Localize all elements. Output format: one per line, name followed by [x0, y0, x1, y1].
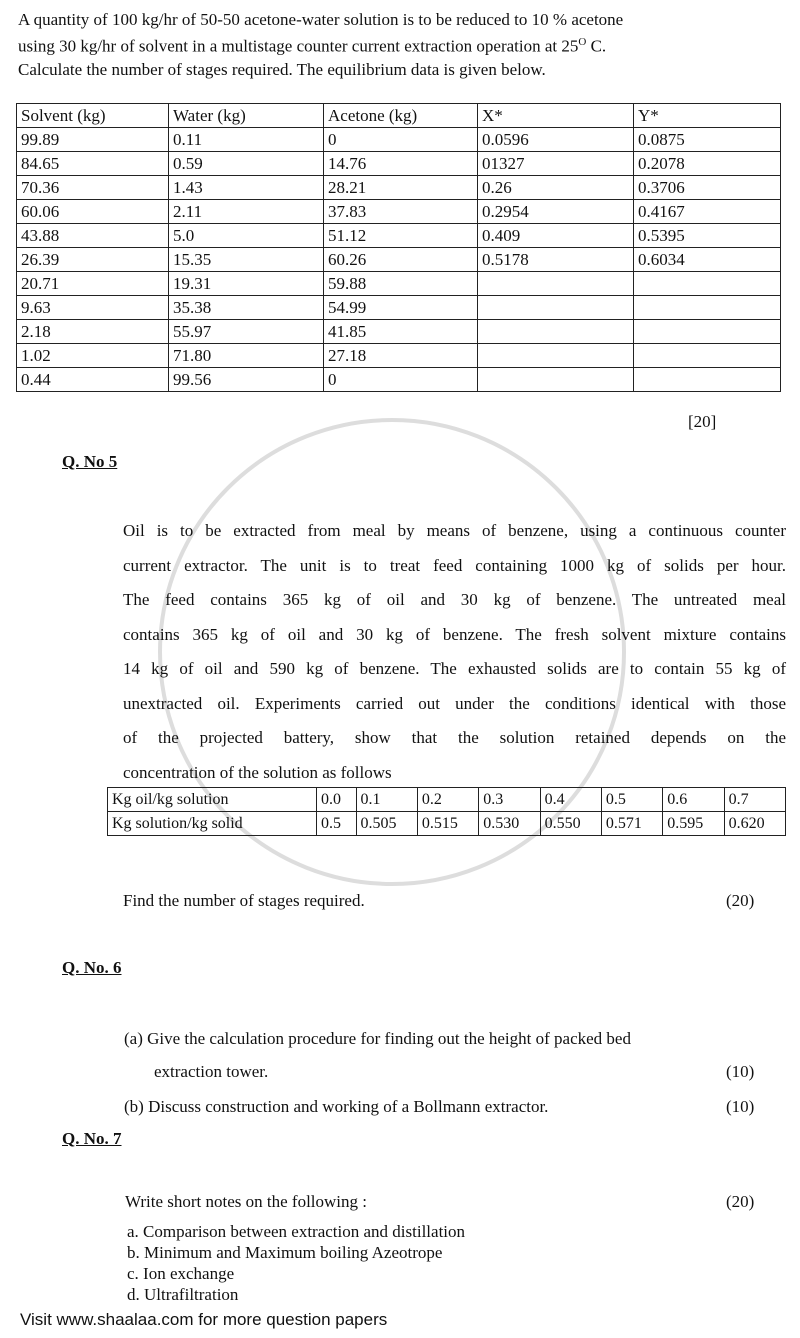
list-item: c. Ion exchange	[127, 1264, 235, 1283]
table-row	[17, 128, 781, 152]
solution-retained-table	[107, 787, 786, 836]
table-row	[17, 368, 781, 392]
question-heading: Q. No. 6	[62, 958, 122, 977]
marks: (20)	[726, 891, 755, 910]
table-cell: 0.5	[601, 788, 662, 812]
table-cell: Kg oil/kg solution	[108, 788, 317, 812]
table-cell: 0.530	[479, 812, 540, 836]
table-cell: Kg solution/kg solid	[108, 812, 317, 836]
table-cell: Acetone (kg)	[324, 104, 478, 128]
table-cell: 35.38	[169, 296, 324, 320]
question-heading: Q. No 5	[62, 452, 118, 471]
table-row	[108, 788, 786, 812]
list-item: d. Ultrafiltration	[127, 1285, 239, 1304]
table-row	[17, 272, 781, 296]
table-cell: 0	[324, 368, 478, 392]
table-cell: 26.39	[17, 248, 169, 272]
table-cell	[634, 272, 781, 296]
table-cell: 41.85	[324, 320, 478, 344]
question-heading: Q. No. 7	[62, 1129, 122, 1148]
table-cell: 0.44	[17, 368, 169, 392]
table-cell	[634, 368, 781, 392]
table-row	[17, 320, 781, 344]
marks: (20)	[726, 1192, 755, 1211]
table-cell: 0.5	[317, 812, 357, 836]
table-cell: 0.4167	[634, 200, 781, 224]
table-cell	[478, 296, 634, 320]
table-cell: 14.76	[324, 152, 478, 176]
table-row	[108, 812, 786, 836]
table-cell: 0.6034	[634, 248, 781, 272]
q6-a2: extraction tower.	[154, 1062, 269, 1081]
table-row	[17, 344, 781, 368]
table-cell: X*	[478, 104, 634, 128]
table-cell	[634, 296, 781, 320]
table-cell: 54.99	[324, 296, 478, 320]
marks: (10)	[726, 1062, 755, 1081]
table-cell: 60.06	[17, 200, 169, 224]
table-row	[17, 296, 781, 320]
table-cell: 0.2954	[478, 200, 634, 224]
table-cell: 43.88	[17, 224, 169, 248]
table-cell: Y*	[634, 104, 781, 128]
table-cell: 0.26	[478, 176, 634, 200]
intro-line: Calculate the number of stages required. The equilibrium data is given below.	[18, 59, 546, 79]
table-row	[17, 104, 781, 128]
table-row	[17, 152, 781, 176]
table-cell: 0.0596	[478, 128, 634, 152]
table-cell: 0.4	[540, 788, 601, 812]
footer-link[interactable]: Visit www.shaalaa.com for more question papers	[20, 1310, 388, 1329]
list-item: a. Comparison between extraction and distillation	[127, 1222, 466, 1241]
table-cell: 37.83	[324, 200, 478, 224]
marks: (10)	[726, 1097, 755, 1116]
table-cell: 5.0	[169, 224, 324, 248]
table-cell: 0.7	[724, 788, 785, 812]
table-cell: 0.620	[724, 812, 785, 836]
table-cell	[634, 320, 781, 344]
table-row	[17, 224, 781, 248]
table-cell: 0.2078	[634, 152, 781, 176]
table-cell: 71.80	[169, 344, 324, 368]
table-cell	[478, 344, 634, 368]
table-cell: 70.36	[17, 176, 169, 200]
table-cell: Solvent (kg)	[17, 104, 169, 128]
intro-line: using 30 kg/hr of solvent in a multistage counter current extraction operation at $25^O$ C.	[18, 36, 607, 56]
q7-intro: Write short notes on the following :	[125, 1192, 368, 1211]
q6-a: (a) Give the calculation procedure for finding out the height of packed bed	[124, 1029, 631, 1048]
q4-intro	[18, 8, 788, 81]
table-cell: 0.5395	[634, 224, 781, 248]
table-cell: 9.63	[17, 296, 169, 320]
q6-b: (b) Discuss construction and working of a Bollmann extractor.	[124, 1097, 549, 1116]
q5-find: Find the number of stages required.	[123, 891, 365, 910]
table-cell	[478, 320, 634, 344]
table-cell: 2.18	[17, 320, 169, 344]
list-item: b. Minimum and Maximum boiling Azeotrope	[127, 1243, 443, 1262]
table-row	[17, 200, 781, 224]
table-cell: 1.43	[169, 176, 324, 200]
table-cell: 0	[324, 128, 478, 152]
marks: [20]	[688, 412, 717, 431]
table-cell: 0.2	[417, 788, 478, 812]
table-cell: 59.88	[324, 272, 478, 296]
table-cell: 19.31	[169, 272, 324, 296]
table-cell: 0.5178	[478, 248, 634, 272]
table-cell: 0.505	[356, 812, 417, 836]
table-cell: 0.0875	[634, 128, 781, 152]
table-cell: 2.11	[169, 200, 324, 224]
table-cell	[478, 368, 634, 392]
q5-text: Oil is to be extracted from meal by means of benzene, using a continuous counter current extractor. The unit is to treat feed containing 1000 kg of solids per hour. The feed contains 365 kg of oil and 30 kg of benzene. The untreated meal contains 365 kg of oil and 30 kg of benzene. The fresh solvent mixture contains 14 kg of oil and 590 kg of benzene. The exhausted solids are to contain 55 kg of unextracted oil. Experiments carried out under the conditions identical with those of the projected battery, show that the solution retained depends on the concentration of the solution as follows	[123, 521, 786, 782]
table-row	[17, 176, 781, 200]
table-cell: 15.35	[169, 248, 324, 272]
intro-line: A quantity of 100 kg/hr of 50-50 acetone-water solution is to be reduced to 10 % acetone	[18, 10, 624, 29]
table-cell: 84.65	[17, 152, 169, 176]
table-cell: 0.3706	[634, 176, 781, 200]
table-cell: 55.97	[169, 320, 324, 344]
table-cell: Water (kg)	[169, 104, 324, 128]
table-cell: 0.59	[169, 152, 324, 176]
equilibrium-table	[16, 103, 781, 392]
table-cell: 0.3	[479, 788, 540, 812]
table-cell: 20.71	[17, 272, 169, 296]
table-cell: 0.409	[478, 224, 634, 248]
table-cell: 99.89	[17, 128, 169, 152]
table-cell: 60.26	[324, 248, 478, 272]
table-cell	[478, 272, 634, 296]
table-cell	[634, 344, 781, 368]
table-cell: 99.56	[169, 368, 324, 392]
table-cell: 0.6	[663, 788, 724, 812]
table-cell: 28.21	[324, 176, 478, 200]
table-cell: 0.595	[663, 812, 724, 836]
table-cell: 1.02	[17, 344, 169, 368]
table-cell: 0.571	[601, 812, 662, 836]
table-cell: 51.12	[324, 224, 478, 248]
table-cell: 01327	[478, 152, 634, 176]
table-cell: 0.11	[169, 128, 324, 152]
table-cell: 0.1	[356, 788, 417, 812]
q7-list	[127, 1221, 465, 1305]
table-cell: 0.550	[540, 812, 601, 836]
table-cell: 0.515	[417, 812, 478, 836]
table-cell: 0.0	[317, 788, 357, 812]
table-row	[17, 248, 781, 272]
table-cell: 27.18	[324, 344, 478, 368]
